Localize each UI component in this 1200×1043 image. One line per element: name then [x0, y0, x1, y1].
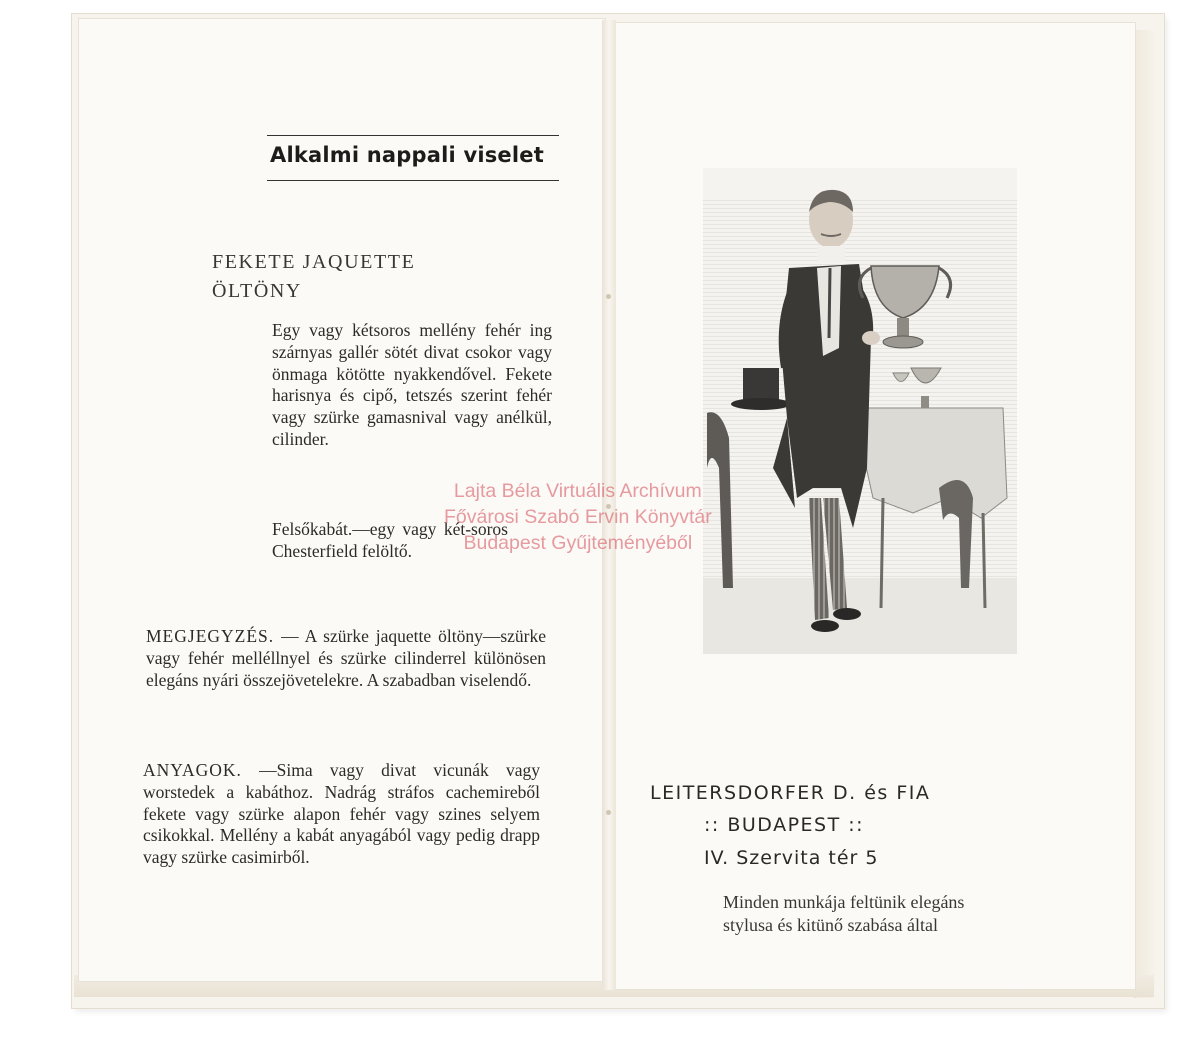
- note-label: MEGJEGYZÉS.: [146, 626, 275, 646]
- materials-text: —Sima vagy divat vicunák vagy worstedek a kabáthoz. Nadrág stráfos cachemireből fekete vagy szürke alapon fehér vagy szines selyem csikokkal. Mellény a kabát anyagából vagy pedig drapp vagy szürke casimirből.: [143, 760, 541, 868]
- materials-label: ANYAGOK.: [143, 760, 242, 780]
- page-edge-right: [1134, 30, 1157, 998]
- stitch-mark: [606, 294, 611, 299]
- materials-block: [143, 760, 540, 869]
- company-name: LEITERSDORFER D. és FIA: [650, 782, 931, 804]
- heading-line-1: FEKETE JAQUETTE: [212, 251, 416, 273]
- watermark-line-2: Fővárosi Szabó Ervin Könyvtár: [444, 506, 712, 528]
- company-city: :: BUDAPEST ::: [704, 814, 865, 836]
- gentleman-with-trophy-illustration: [703, 168, 1017, 654]
- stitch-mark: [606, 810, 611, 815]
- title-rule-top: [267, 135, 559, 136]
- watermark-line-3: Budapest Gyűjteményéből: [463, 532, 693, 554]
- overcoat-paragraph: Felsőkabát.—egy vagy két-soros Chesterfield felöltő.: [272, 519, 508, 561]
- archive-watermark: [444, 478, 712, 556]
- slogan-line-2: stylusa és kitünő szabása által: [723, 915, 938, 935]
- note-block: [146, 626, 546, 691]
- watermark-line-1: Lajta Béla Virtuális Archívum: [453, 480, 702, 502]
- company-address: IV. Szervita tér 5: [704, 847, 879, 869]
- body-paragraph: Egy vagy kétsoros mellény fehér ing szárnyas gallér sötét divat csokor vagy önmaga kötötte nyakkendővel. Fekete harisnya és cipő, tetszés szerint fehér vagy szürke gamasnival vagy anélkül, cilinder.: [272, 320, 552, 449]
- note-text: — A szürke jaquette öltöny—szürke vagy fehér melléllnyel és szürke cilinderrel különösen elegáns nyári összejövetelekre. A szabadban viselendő.: [146, 626, 546, 690]
- title-rule-bottom: [267, 180, 559, 181]
- page-title: Alkalmi nappali viselet: [270, 143, 544, 167]
- section-heading: [212, 248, 415, 306]
- heading-line-2: ÖLTÖNY: [212, 280, 302, 302]
- slogan-line-1: Minden munkája feltünik elegáns: [723, 892, 965, 912]
- slogan: [723, 891, 964, 937]
